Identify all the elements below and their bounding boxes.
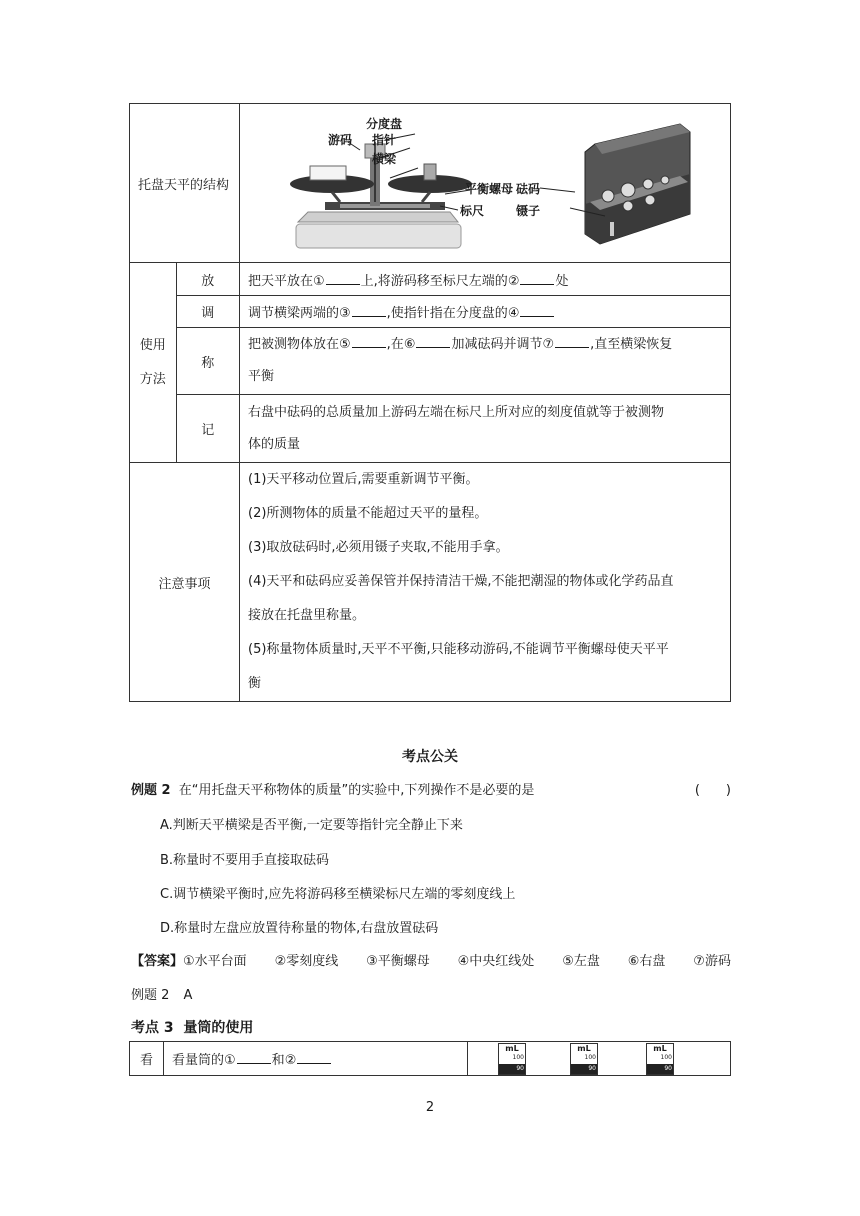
answer-line: [131, 950, 731, 969]
note-4b: 接放在托盘里称量。: [248, 608, 366, 623]
option-a: A.判断天平横梁是否平衡,一定要等指针完全静止下来: [160, 818, 463, 833]
note-5b: 衡: [248, 676, 262, 691]
option-c: C.调节横梁平衡时,应先将游码移至横梁标尺左端的零刻度线上: [160, 887, 516, 902]
step-text-cheng: 把被测物体放在⑤ ,在⑥ 加减砝码并调节⑦ ,直至横梁恢复 平衡: [240, 328, 731, 395]
answer-item-1: ①水平台面: [183, 954, 247, 969]
blank-5[interactable]: [352, 335, 386, 348]
cylinder-1-tick-100: 100: [512, 1054, 524, 1061]
structure-label-cell: [130, 104, 240, 263]
label-weights: 砝码: [516, 182, 541, 196]
balance-image-cell: [240, 104, 731, 263]
step-text-tiao: 调节横梁两端的③ ,使指针指在分度盘的④: [240, 296, 731, 328]
answer-item-5: ⑤左盘: [562, 954, 600, 969]
cylinder-3-body: [646, 1054, 674, 1075]
blank-6[interactable]: [416, 335, 450, 348]
note-5a: (5)称量物体质量时,天平不平衡,只能移动游码,不能调节平衡螺母使天平平: [248, 642, 669, 657]
label-tweezers: 镊子: [516, 204, 541, 218]
answer-paren: ( ): [694, 783, 731, 798]
step-name-tiao: 调: [176, 296, 240, 328]
note-3: (3)取放砝码时,必须用镊子夹取,不能用手拿。: [248, 540, 509, 555]
step-text-ji: 右盘中砝码的总质量加上游码左端在标尺上所对应的刻度值就等于被测物 体的质量: [240, 395, 731, 463]
cylinder-1-tick-90: 90: [516, 1065, 524, 1072]
cylinder-1-unit: mL: [498, 1043, 526, 1054]
cylinder-3-tick-90: 90: [664, 1065, 672, 1072]
cylinder-3-unit: mL: [646, 1043, 674, 1054]
cylinder-table: [129, 1041, 731, 1076]
cylinder-3-tick-100: 100: [660, 1054, 672, 1061]
label-rider: 游码: [328, 133, 353, 147]
row-label-kan: 看: [130, 1042, 164, 1076]
step-text-fang: 把天平放在① 上,将游码移至标尺左端的② 处: [240, 263, 731, 296]
label-scale: 标尺: [460, 204, 485, 218]
cylinder-2-tick-90: 90: [588, 1065, 596, 1072]
cylinder-2-tick-100: 100: [584, 1054, 596, 1061]
row-text-kan: 看量筒的① 和②: [164, 1042, 468, 1076]
label-dial: 分度盘: [366, 117, 403, 131]
answer-example-value: A: [183, 988, 193, 1003]
answer-example-label: 例题 2: [131, 988, 170, 1003]
example-question-text: 在“用托盘天平称物体的质量”的实验中,下列操作不是必要的是: [178, 783, 535, 798]
answer-item-4: ④中央红线处: [457, 954, 535, 969]
cylinder-1: [498, 1043, 526, 1077]
note-2: (2)所测物体的质量不能超过天平的量程。: [248, 506, 488, 521]
example-label: 例题 2: [131, 783, 171, 798]
answer-label: 【答案】: [131, 954, 184, 969]
usage-label-cell: [130, 263, 177, 463]
note-4a: (4)天平和砝码应妥善保管并保持清洁干燥,不能把潮湿的物体或化学药品直: [248, 574, 674, 589]
usage-label-1: 使用: [139, 337, 166, 353]
blank-4[interactable]: [520, 304, 554, 317]
cylinder-2: [570, 1043, 598, 1077]
example-question: [131, 779, 731, 798]
option-b: B.称量时不要用手直接取砝码: [160, 853, 330, 868]
label-nut: 平衡螺母: [465, 182, 514, 196]
section3-heading: 考点 3 量筒的使用: [131, 1020, 254, 1036]
blank-1[interactable]: [326, 272, 360, 285]
notes-label: 注意事项: [130, 463, 240, 702]
cylinder-images-cell: [468, 1042, 731, 1076]
section-heading: 考点公关: [402, 749, 458, 765]
option-d: D.称量时左盘应放置待称量的物体,右盘放置砝码: [160, 921, 439, 936]
note-1: (1)天平移动位置后,需要重新调节平衡。: [248, 472, 479, 487]
usage-label-2: 方法: [139, 371, 166, 387]
blank-cyl-1[interactable]: [237, 1051, 271, 1064]
blank-7[interactable]: [555, 335, 589, 348]
page-number: 2: [425, 1100, 435, 1115]
step-name-fang: 放: [176, 263, 240, 296]
answer-item-3: ③平衡螺母: [366, 954, 430, 969]
answer-item-2: ②零刻度线: [274, 954, 339, 969]
answer-item-7: ⑦游码: [693, 954, 731, 969]
answer-example-line: [131, 984, 192, 1003]
blank-2[interactable]: [520, 272, 554, 285]
structure-label: 托盘天平的结构: [138, 177, 230, 193]
answer-item-6: ⑥右盘: [627, 954, 666, 969]
label-pointer: 指针: [372, 133, 397, 147]
notes-cell: [240, 463, 731, 702]
blank-3[interactable]: [352, 304, 386, 317]
label-beam: 横梁: [372, 152, 397, 166]
cylinder-1-body: [498, 1054, 526, 1075]
cylinder-3: [646, 1043, 674, 1077]
step-name-cheng: 称: [176, 328, 240, 395]
cylinder-2-body: [570, 1054, 598, 1075]
step-name-ji: 记: [176, 395, 240, 463]
cylinder-2-unit: mL: [570, 1043, 598, 1054]
blank-cyl-2[interactable]: [297, 1051, 331, 1064]
balance-table: [129, 103, 731, 702]
